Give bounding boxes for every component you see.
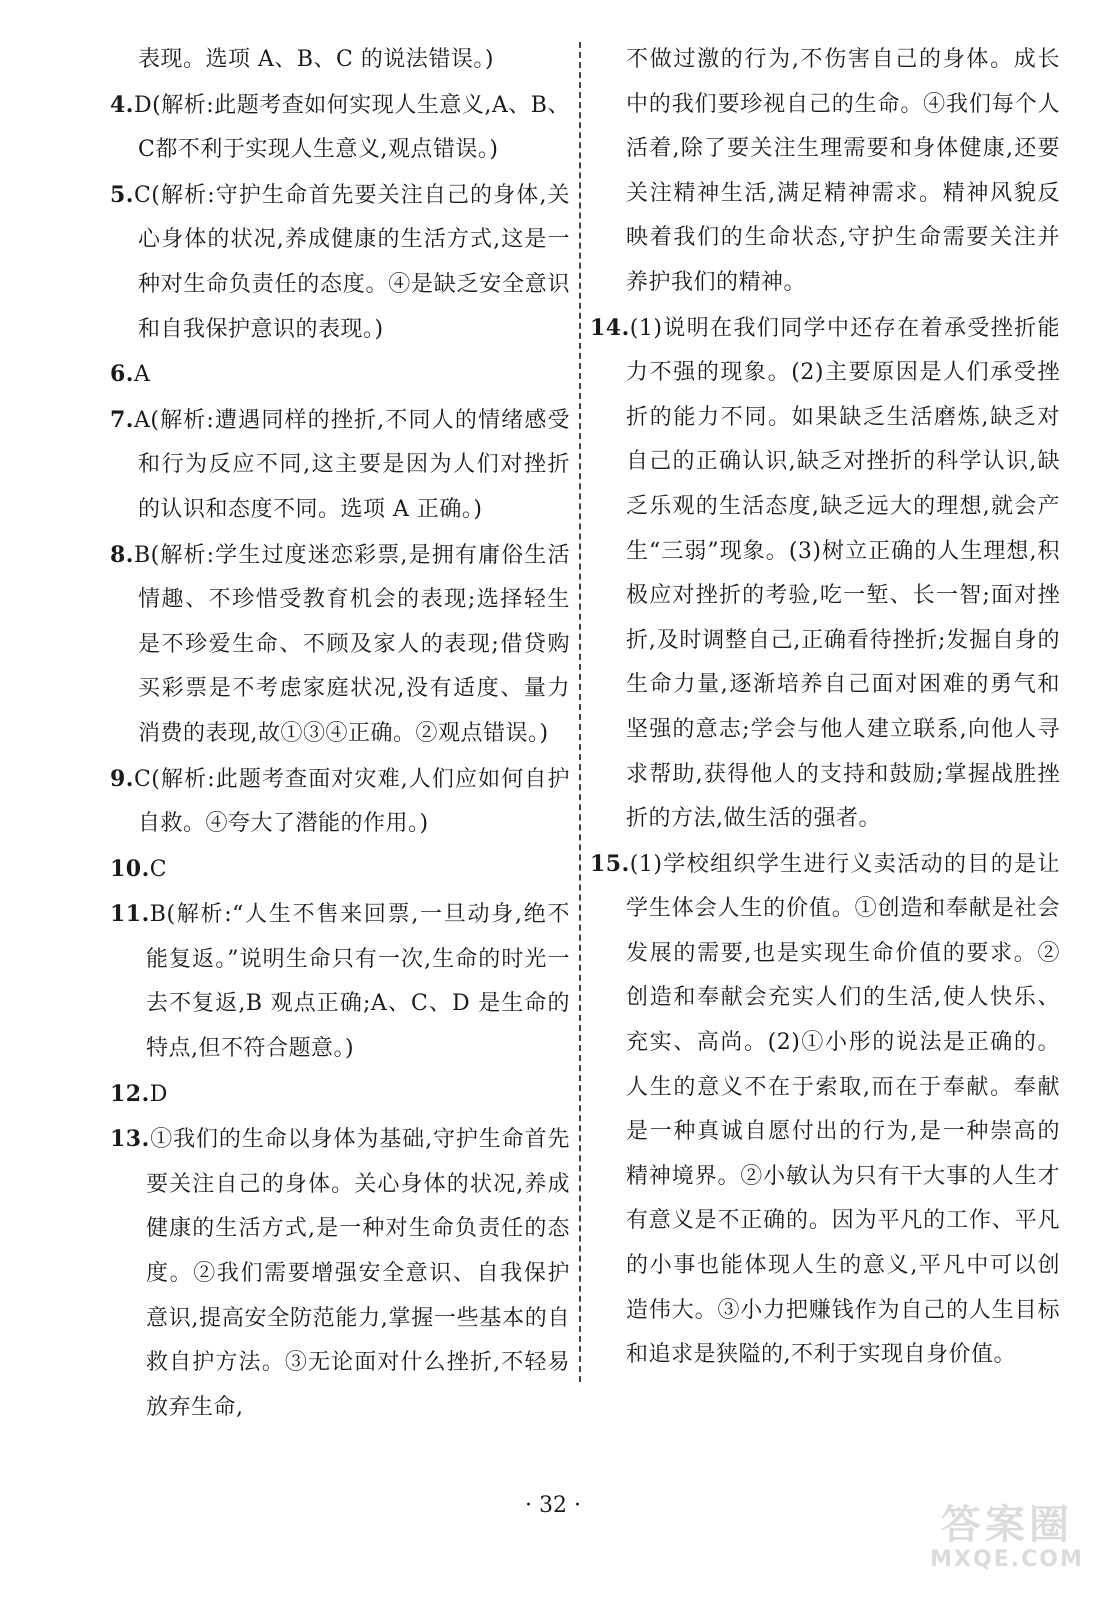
answer-number: 4. [110, 91, 134, 118]
column-divider [579, 42, 581, 1382]
answer-number: 6. [110, 361, 134, 388]
answer-item-13 [110, 1117, 570, 1430]
answer-item-14 [590, 306, 1060, 842]
answer-number: 7. [110, 406, 134, 433]
answer-number: 15. [590, 850, 630, 877]
watermark-logo [922, 1502, 1092, 1572]
page-number: · 32 · [525, 1493, 581, 1518]
answer-text: (1)学校组织学生进行义卖活动的目的是让学生体会人生的价值。①创造和奉献是社会发展的需要,也是实现生命价值的要求。②创造和奉献会充实人们的生活,使人快乐、充实、高尚。(2)①小彤的说法是正确的。人生的意义不在于索取,而在于奉献。奉献是一种真诚自愿付出的行为,是一种崇高的精神境界。②小敏认为只有干大事的人生才有意义是不正确的。因为平凡的工作、平凡的小事也能体现人生的意义,平凡中可以创造伟大。③小力把赚钱作为自己的人生目标和追求是狭隘的,不利于实现自身价值。 [626, 851, 1060, 1368]
answer-item-10 [110, 847, 570, 893]
continuation-text: 表现。选项 A、B、C 的说法错误。) [138, 47, 494, 72]
answer-number: 13. [110, 1126, 150, 1153]
answer-text: A [133, 362, 151, 388]
answer-item-15 [590, 842, 1060, 1378]
continuation-text: 不做过激的行为,不伤害自己的身体。成长中的我们要珍视自己的生命。④我们每个人活着,除了要关注生理需要和身体健康,还要关注精神生活,满足精神需求。精神风貌反映着我们的生命状态,守护生命需要关注并养护我们的精神。 [626, 47, 1060, 295]
answer-item-4 [110, 83, 570, 173]
answer-text: (1)说明在我们同学中还存在着承受挫折能力不强的现象。(2)主要原因是人们承受挫折的能力不同。如果缺乏生活磨炼,缺乏对自己的正确认识,缺乏对挫折的科学认识,缺乏乐观的生活态度,缺乏远大的理想,就会产生“三弱”现象。(3)树立正确的人生理想,积极应对挫折的考验,吃一堑、长一智;面对挫折,及时调整自己,正确看待挫折;发掘自身的生命力量,逐渐培养自己面对困难的勇气和坚强的意志;学会与他人建立联系,向他人寻求帮助,获得他人的支持和鼓励;掌握战胜挫折的方法,做生活的强者。 [626, 315, 1060, 832]
answer-number: 10. [110, 855, 150, 882]
answer-text: D [149, 1081, 168, 1107]
right-continuation [590, 38, 1060, 306]
answer-item-11 [110, 892, 570, 1071]
answer-text: C [149, 856, 168, 882]
watermark-title: 答案圈 [941, 1502, 1073, 1548]
right-column [590, 38, 1060, 1378]
answer-text: A(解析:遭遇同样的挫折,不同人的情绪感受和行为反应不同,这主要是因为人们对挫折的认识和态度不同。选项 A 正确。) [133, 407, 570, 522]
answer-text: D(解析:此题考查如何实现人生意义,A、B、C都不利于实现人生意义,观点错误。) [133, 92, 570, 163]
answer-text: B(解析:学生过度迷恋彩票,是拥有庸俗生活情趣、不珍惜受教育机会的表现;选择轻生是不珍爱生命、不顾及家人的表现;借贷购买彩票是不考虑家庭状况,没有适度、量力消费的表现,故①③④正确。②观点错误。) [133, 542, 570, 746]
answer-number: 11. [110, 901, 150, 928]
answer-text: B(解析:“人生不售来回票,一旦动身,绝不能复返。”说明生命只有一次,生命的时光一去不复返,B 观点正确;A、C、D 是生命的特点,但不符合题意。) [146, 902, 570, 1062]
answer-item-6 [110, 352, 570, 398]
answer-number: 9. [110, 765, 134, 792]
watermark-url: MXQE.COM [930, 1547, 1084, 1572]
answer-text: C(解析:此题考查面对灾难,人们应如何自护自救。④夸大了潜能的作用。) [133, 766, 570, 837]
answer-item-8 [110, 533, 570, 757]
answer-item-5 [110, 173, 570, 352]
answer-item-9 [110, 757, 570, 847]
answer-number: 5. [110, 181, 134, 208]
answer-number: 14. [590, 314, 630, 341]
answer-number: 8. [110, 541, 134, 568]
answer-item-12 [110, 1072, 570, 1118]
left-continuation [110, 38, 570, 83]
answer-number: 12. [110, 1080, 150, 1107]
answer-item-7 [110, 398, 570, 533]
answer-text: C(解析:守护生命首先要关注自己的身体,关心身体的状况,养成健康的生活方式,这是一种对生命负责任的态度。④是缺乏安全意识和自我保护意识的表现。) [133, 182, 570, 342]
left-column [110, 38, 570, 1430]
answer-text: ①我们的生命以身体为基础,守护生命首先要关注自己的身体。关心身体的状况,养成健康的生活方式,是一种对生命负责任的态度。②我们需要增强安全意识、自我保护意识,提高安全防范能力,掌握一些基本的自救自护方法。③无论面对什么挫折,不轻易放弃生命, [146, 1127, 570, 1420]
